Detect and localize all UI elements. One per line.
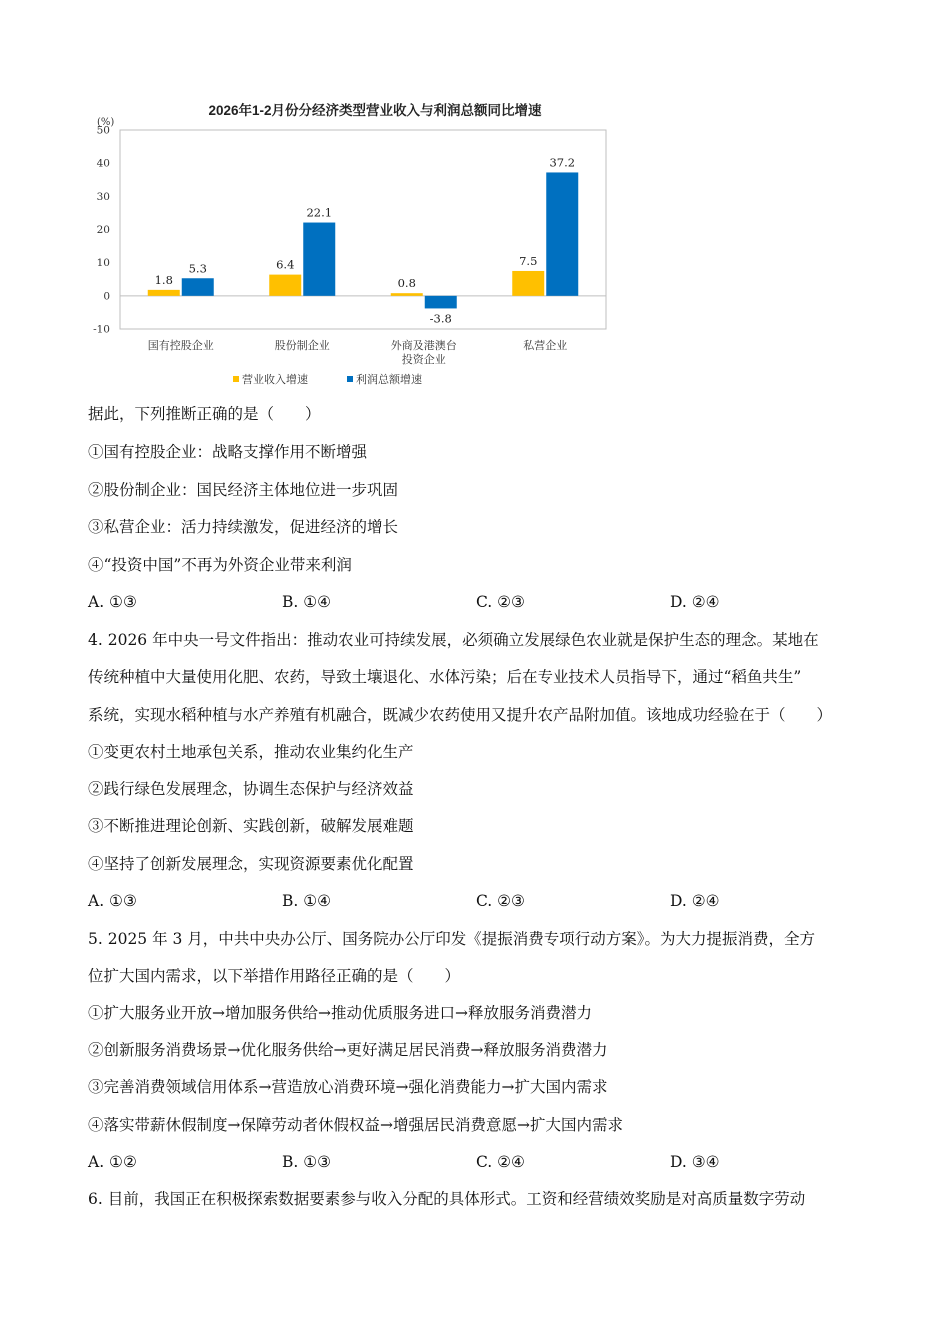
q4-option-c[interactable]: C. ②③ xyxy=(476,892,525,910)
bar xyxy=(182,278,214,296)
q4-stem-line-2: 传统种植中大量使用化肥、农药，导致土壤退化、水体污染；后在专业技术人员指导下，通过“稻鱼共生” xyxy=(88,668,802,686)
legend-label: 利润总额增速 xyxy=(356,373,422,386)
data-label: 37.2 xyxy=(549,155,576,170)
q4-item-3: ③不断推进理论创新、实践创新，破解发展难题 xyxy=(88,817,414,835)
data-label: -3.8 xyxy=(429,311,452,326)
q5-stem-line-2: 位扩大国内需求，以下举措作用路径正确的是（ ） xyxy=(88,967,461,985)
q5-option-d[interactable]: D. ③④ xyxy=(670,1153,720,1171)
bar xyxy=(391,293,423,296)
y-tick-label: 10 xyxy=(96,257,110,270)
q3-option-d[interactable]: D. ②④ xyxy=(670,593,720,611)
data-label: 5.3 xyxy=(188,261,207,276)
category-label: 私营企业 xyxy=(523,339,568,352)
category-label: 投资企业 xyxy=(401,353,446,366)
q3-option-a[interactable]: A. ①③ xyxy=(88,593,137,611)
category-label: 股份制企业 xyxy=(274,339,330,352)
q4-item-1: ①变更农村土地承包关系，推动农业集约化生产 xyxy=(88,743,414,761)
q4-option-a[interactable]: A. ①③ xyxy=(88,892,137,910)
legend-swatch xyxy=(233,376,239,382)
growth-chart xyxy=(85,95,615,395)
data-label: 1.8 xyxy=(154,272,173,287)
data-label: 0.8 xyxy=(397,276,416,291)
q5-item-1: ①扩大服务业开放→增加服务供给→推动优质服务进口→释放服务消费潜力 xyxy=(88,1004,592,1022)
q3-item-1: ①国有控股企业：战略支撑作用不断增强 xyxy=(88,443,368,461)
bar xyxy=(269,275,301,296)
bar xyxy=(303,223,335,296)
y-unit-label: (%) xyxy=(97,117,115,128)
y-tick-label: 0 xyxy=(103,290,110,303)
q4-item-4: ④坚持了创新发展理念，实现资源要素优化配置 xyxy=(88,855,414,873)
y-tick-label: 40 xyxy=(96,157,110,170)
q5-item-4: ④落实带薪休假制度→保障劳动者休假权益→增强居民消费意愿→扩大国内需求 xyxy=(88,1116,623,1134)
legend-label: 营业收入增速 xyxy=(242,373,308,386)
q5-option-c[interactable]: C. ②④ xyxy=(476,1153,525,1171)
data-label: 6.4 xyxy=(276,257,295,272)
data-label: 22.1 xyxy=(306,205,333,220)
q4-stem-line-1: 4. 2026 年中央一号文件指出：推动农业可持续发展，必须确立发展绿色农业就是保护生态的理念。某地在 xyxy=(88,631,819,649)
category-label: 国有控股企业 xyxy=(147,339,214,352)
y-tick-label: 50 xyxy=(96,124,110,137)
legend-swatch xyxy=(347,376,353,382)
q4-stem-line-3: 系统，实现水稻种植与水产养殖有机融合，既减少农药使用又提升农产品附加值。该地成功经验在于（ ） xyxy=(88,706,833,724)
y-tick-label: 20 xyxy=(96,224,110,236)
q3-item-4: ④“投资中国”不再为外资企业带来利润 xyxy=(88,556,352,574)
q5-option-b[interactable]: B. ①③ xyxy=(282,1153,332,1171)
q3-stem: 据此，下列推断正确的是（ ） xyxy=(88,405,321,423)
q3-item-2: ②股份制企业：国民经济主体地位进一步巩固 xyxy=(88,481,399,499)
q4-option-d[interactable]: D. ②④ xyxy=(670,892,720,910)
q5-item-3: ③完善消费领域信用体系→营造放心消费环境→强化消费能力→扩大国内需求 xyxy=(88,1078,608,1096)
q6-stem: 6. 目前，我国正在积极探索数据要素参与收入分配的具体形式。工资和经营绩效奖励是对高质量数字劳动 xyxy=(88,1190,806,1208)
q3-option-c[interactable]: C. ②③ xyxy=(476,593,525,611)
q5-item-2: ②创新服务消费场景→优化服务供给→更好满足居民消费→释放服务消费潜力 xyxy=(88,1041,608,1059)
q3-item-3: ③私营企业：活力持续激发，促进经济的增长 xyxy=(88,518,399,536)
y-tick-label: -10 xyxy=(93,323,110,336)
q4-item-2: ②践行绿色发展理念，协调生态保护与经济效益 xyxy=(88,780,414,798)
bar xyxy=(425,296,457,309)
q4-option-b[interactable]: B. ①④ xyxy=(282,892,332,910)
y-tick-label: 30 xyxy=(96,190,110,203)
bar xyxy=(546,172,578,295)
q3-option-b[interactable]: B. ①④ xyxy=(282,593,332,611)
bar xyxy=(148,290,180,296)
bar xyxy=(512,271,544,296)
data-label: 7.5 xyxy=(519,253,538,268)
plot-frame xyxy=(120,130,606,329)
q5-option-a[interactable]: A. ①② xyxy=(88,1153,137,1171)
category-label: 外商及港澳台 xyxy=(390,339,457,352)
q5-stem-line-1: 5. 2025 年 3 月，中共中央办公厅、国务院办公厅印发《提振消费专项行动方案》。为大力提振消费，全方 xyxy=(88,930,816,948)
chart-title: 2026年1-2月份分经济类型营业收入与利润总额同比增速 xyxy=(208,103,542,118)
